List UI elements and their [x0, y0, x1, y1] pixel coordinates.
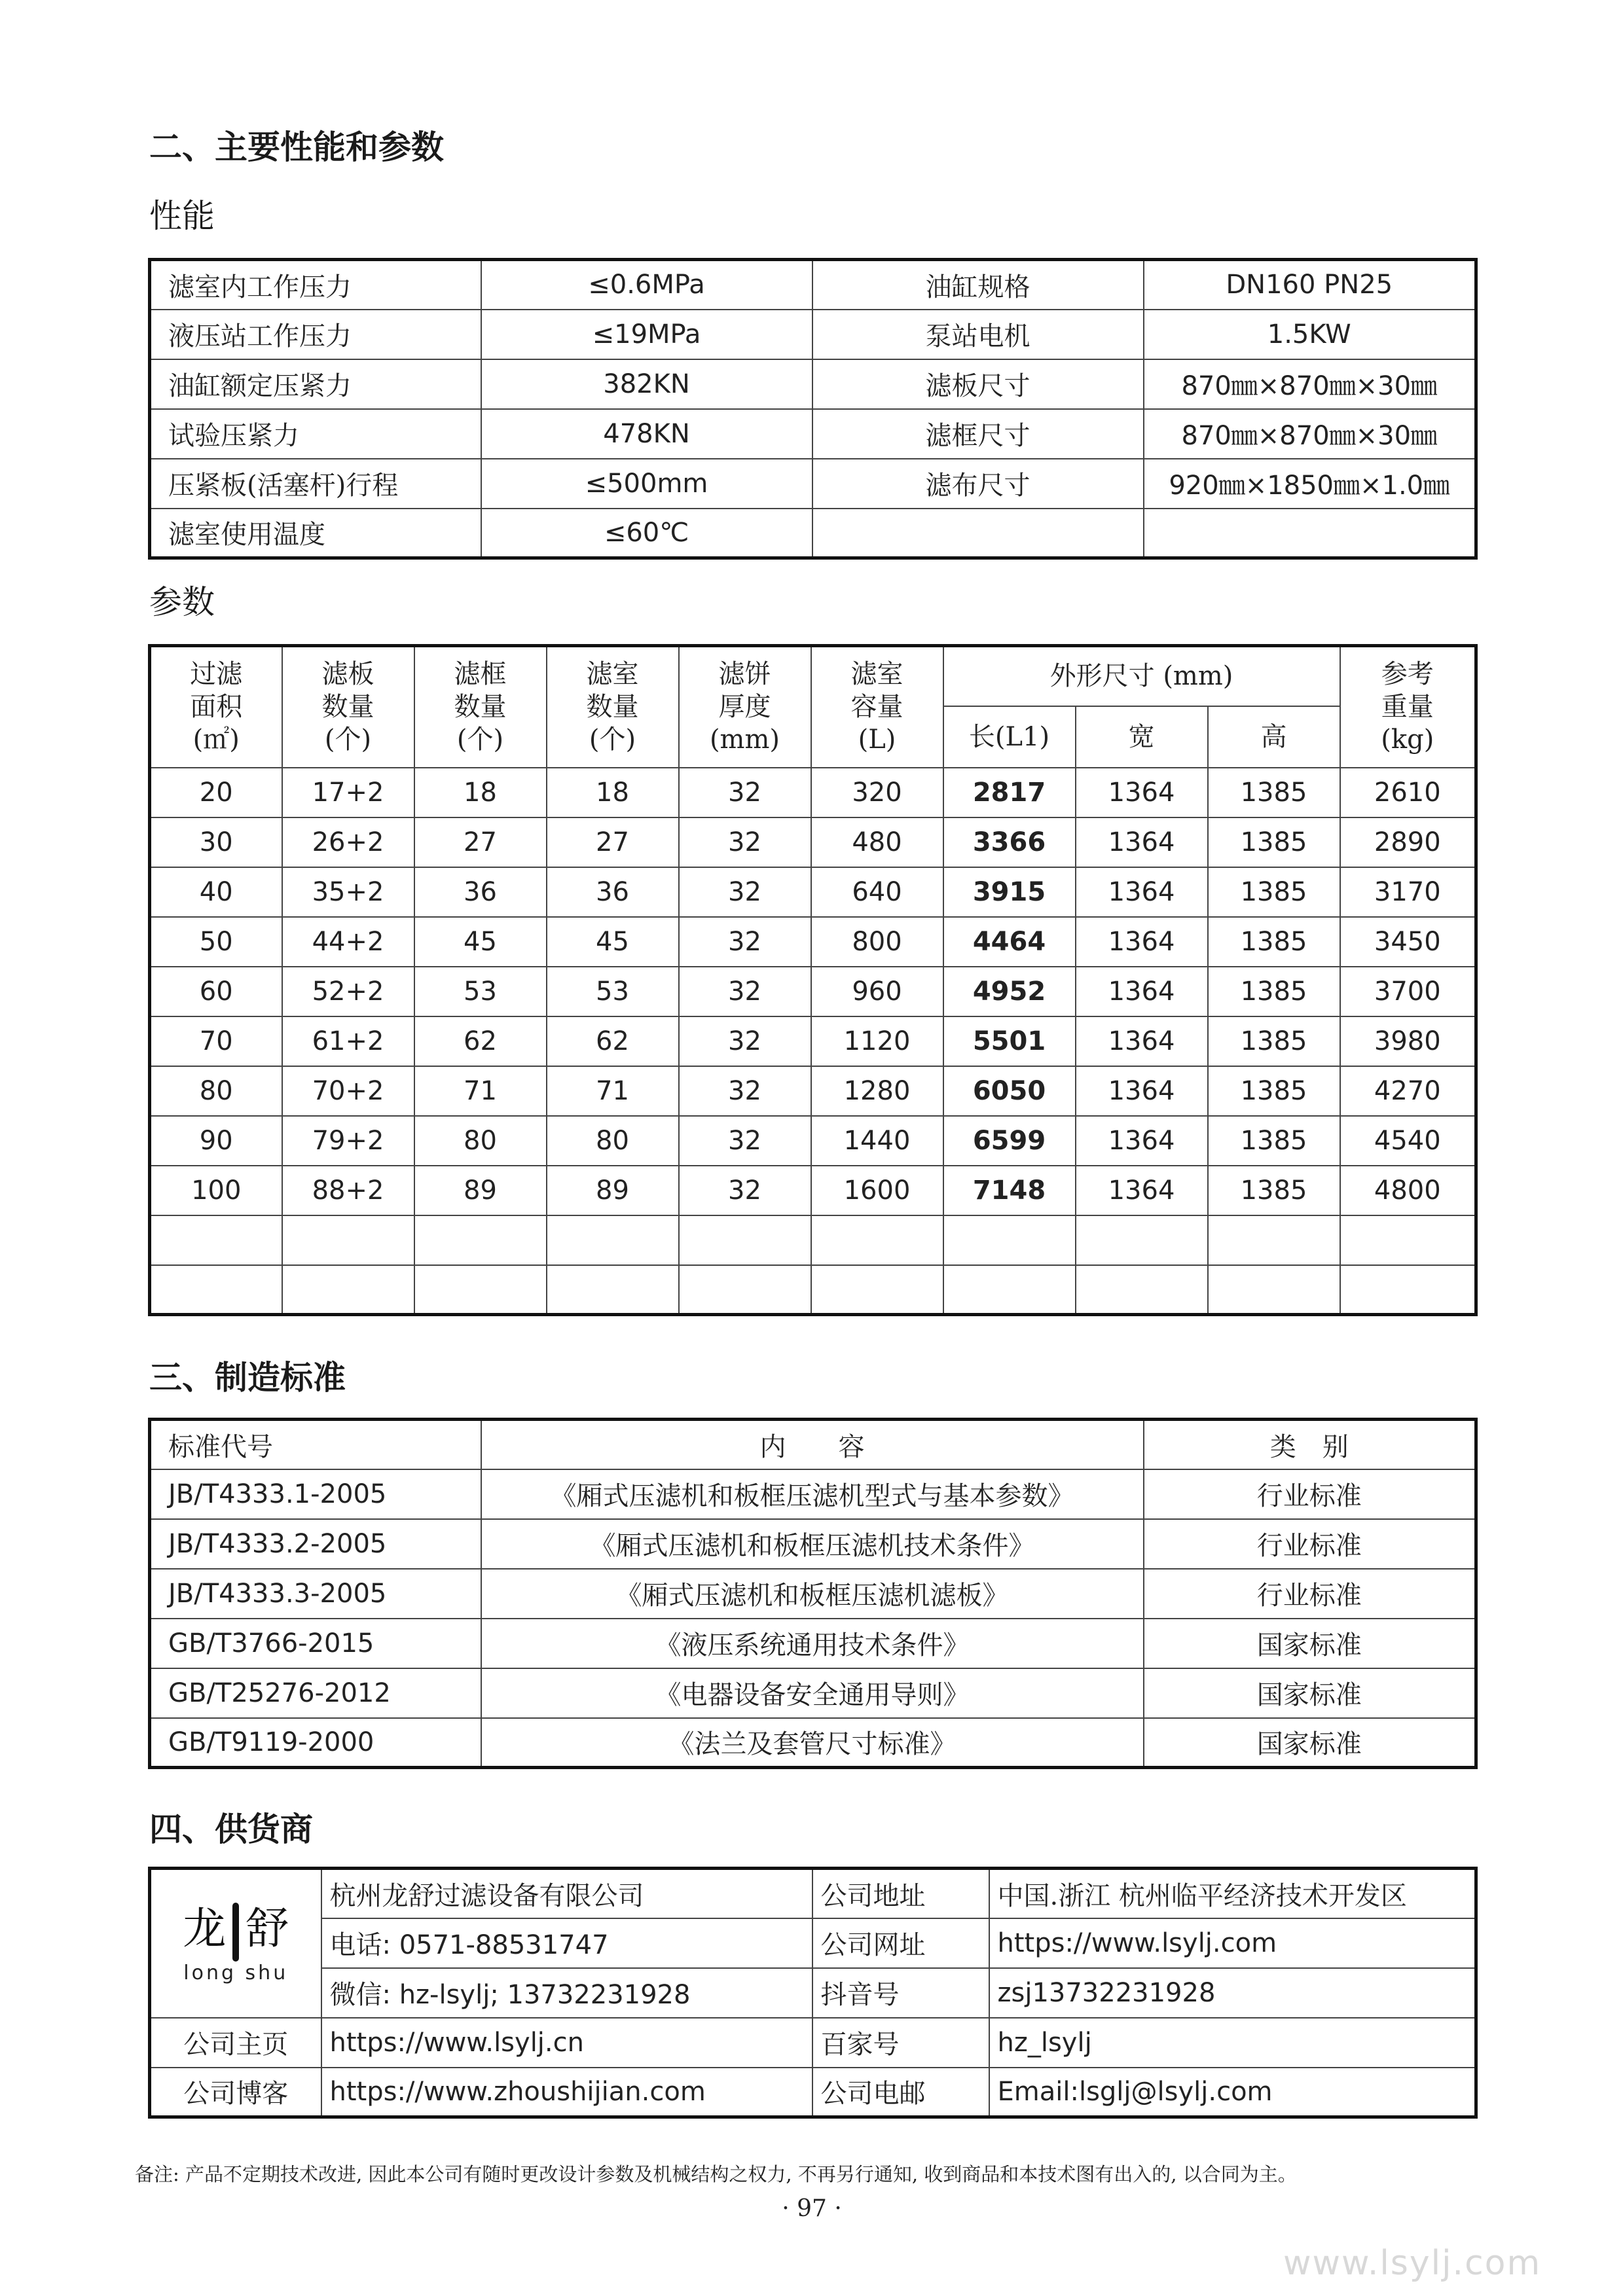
param-cell-area: 60	[150, 967, 282, 1016]
std-header-content: 内 容	[481, 1420, 1144, 1469]
param-cell-cake-thickness: 32	[679, 817, 811, 867]
performance-label: 油缸额定压紧力	[150, 359, 481, 409]
param-cell-length: 6050	[943, 1066, 1076, 1116]
param-cell-length: 3366	[943, 817, 1076, 867]
empty-cell	[811, 1215, 943, 1265]
performance-value: ≤0.6MPa	[481, 260, 812, 310]
empty-cell	[547, 1215, 679, 1265]
parameter-row	[150, 967, 1476, 1016]
param-cell-weight: 4270	[1340, 1066, 1476, 1116]
empty-cell	[811, 1265, 943, 1315]
parameter-row	[150, 917, 1476, 967]
param-cell-width: 1364	[1076, 867, 1208, 917]
phone: 电话: 0571-88531747	[321, 1918, 812, 1968]
parameter-row	[150, 1066, 1476, 1116]
standards-table	[148, 1418, 1478, 1769]
empty-cell	[282, 1265, 414, 1315]
param-cell-width: 1364	[1076, 1116, 1208, 1166]
website-link[interactable]: https://www.lsylj.com	[989, 1918, 1476, 1968]
empty-cell	[1340, 1215, 1476, 1265]
standard-row	[150, 1469, 1476, 1519]
param-cell-width: 1364	[1076, 1166, 1208, 1215]
param-cell-chambers: 62	[547, 1016, 679, 1066]
param-cell-area: 20	[150, 768, 282, 817]
empty-cell	[1208, 1265, 1340, 1315]
param-cell-length: 4464	[943, 917, 1076, 967]
section-3-title: 三、制造标准	[149, 1359, 346, 1397]
performance-label: 泵站电机	[812, 310, 1144, 359]
param-cell-frames: 27	[414, 817, 547, 867]
param-cell-frames: 71	[414, 1066, 547, 1116]
empty-cell	[1076, 1265, 1208, 1315]
performance-label: 滤布尺寸	[812, 459, 1144, 509]
standard-code: GB/T25276-2012	[150, 1668, 481, 1718]
param-cell-length: 5501	[943, 1016, 1076, 1066]
param-cell-width: 1364	[1076, 967, 1208, 1016]
empty-cell	[943, 1265, 1076, 1315]
param-cell-area: 50	[150, 917, 282, 967]
standard-row	[150, 1569, 1476, 1619]
empty-cell	[1340, 1265, 1476, 1315]
company-name: 杭州龙舒过滤设备有限公司	[321, 1869, 812, 1918]
param-cell-weight: 4540	[1340, 1116, 1476, 1166]
param-cell-weight: 4800	[1340, 1166, 1476, 1215]
param-cell-chambers: 45	[547, 917, 679, 967]
param-cell-frames: 53	[414, 967, 547, 1016]
param-cell-length: 6599	[943, 1116, 1076, 1166]
param-cell-volume: 1440	[811, 1116, 943, 1166]
performance-label: 油缸规格	[812, 260, 1144, 310]
empty-cell	[943, 1215, 1076, 1265]
param-cell-weight: 3450	[1340, 917, 1476, 967]
wechat: 微信: hz-lsylj; 13732231928	[321, 1968, 812, 2018]
performance-value: 870㎜×870㎜×30㎜	[1144, 409, 1476, 459]
standard-category: 国家标准	[1144, 1619, 1476, 1668]
performance-row	[150, 359, 1476, 409]
standard-code: GB/T3766-2015	[150, 1619, 481, 1668]
parameter-row	[150, 817, 1476, 867]
param-cell-volume: 1120	[811, 1016, 943, 1066]
param-cell-chambers: 89	[547, 1166, 679, 1215]
param-cell-chambers: 27	[547, 817, 679, 867]
param-cell-plates: 79+2	[282, 1116, 414, 1166]
header-volume: 滤室 容量 (L)	[811, 646, 943, 768]
performance-label: 压紧板(活塞杆)行程	[150, 459, 481, 509]
section-2-title: 二、主要性能和参数	[149, 128, 444, 166]
param-cell-volume: 800	[811, 917, 943, 967]
param-cell-volume: 640	[811, 867, 943, 917]
empty-cell	[414, 1265, 547, 1315]
param-cell-chambers: 36	[547, 867, 679, 917]
empty-cell	[150, 1215, 282, 1265]
param-cell-width: 1364	[1076, 917, 1208, 967]
douyin-value: zsj13732231928	[989, 1968, 1476, 2018]
param-cell-frames: 80	[414, 1116, 547, 1166]
param-cell-volume: 480	[811, 817, 943, 867]
performance-value: 870㎜×870㎜×30㎜	[1144, 359, 1476, 409]
address-label: 公司地址	[812, 1869, 989, 1918]
param-cell-area: 100	[150, 1166, 282, 1215]
header-height: 高	[1208, 706, 1340, 768]
param-cell-volume: 1600	[811, 1166, 943, 1215]
header-dimensions: 外形尺寸 (mm)	[943, 646, 1340, 706]
param-cell-length: 4952	[943, 967, 1076, 1016]
header-plates: 滤板 数量 (个)	[282, 646, 414, 768]
param-cell-plates: 52+2	[282, 967, 414, 1016]
param-cell-cake-thickness: 32	[679, 768, 811, 817]
homepage-link[interactable]: https://www.lsylj.cn	[321, 2018, 812, 2068]
empty-cell	[547, 1265, 679, 1315]
performance-label	[812, 509, 1144, 558]
param-cell-length: 2817	[943, 768, 1076, 817]
param-cell-plates: 61+2	[282, 1016, 414, 1066]
standard-code: JB/T4333.2-2005	[150, 1519, 481, 1569]
empty-cell	[679, 1215, 811, 1265]
param-cell-cake-thickness: 32	[679, 1066, 811, 1116]
header-chambers: 滤室 数量 (个)	[547, 646, 679, 768]
param-cell-volume: 320	[811, 768, 943, 817]
website-label: 公司网址	[812, 1918, 989, 1968]
performance-label: 滤板尺寸	[812, 359, 1144, 409]
param-cell-width: 1364	[1076, 1066, 1208, 1116]
baijia-label: 百家号	[812, 2018, 989, 2068]
standard-code: JB/T4333.1-2005	[150, 1469, 481, 1519]
performance-row	[150, 409, 1476, 459]
param-cell-height: 1385	[1208, 1016, 1340, 1066]
param-cell-chambers: 18	[547, 768, 679, 817]
param-cell-width: 1364	[1076, 817, 1208, 867]
header-area: 过滤 面积 (㎡)	[150, 646, 282, 768]
performance-value: 920㎜×1850㎜×1.0㎜	[1144, 459, 1476, 509]
parameter-row	[150, 768, 1476, 817]
email-link[interactable]: Email:lsglj@lsylj.com	[989, 2068, 1476, 2117]
standard-row	[150, 1718, 1476, 1768]
standard-row	[150, 1519, 1476, 1569]
param-cell-chambers: 71	[547, 1066, 679, 1116]
empty-cell	[150, 1265, 282, 1315]
performance-value: DN160 PN25	[1144, 260, 1476, 310]
supplier-table	[148, 1867, 1478, 2119]
address-value: 中国.浙江 杭州临平经济技术开发区	[989, 1869, 1476, 1918]
standard-content: 《厢式压滤机和板框压滤机型式与基本参数》	[481, 1469, 1144, 1519]
param-cell-frames: 45	[414, 917, 547, 967]
param-cell-frames: 89	[414, 1166, 547, 1215]
empty-cell	[1076, 1215, 1208, 1265]
performance-row	[150, 260, 1476, 310]
baijia-value: hz_lsylj	[989, 2018, 1476, 2068]
param-cell-height: 1385	[1208, 917, 1340, 967]
parameter-row	[150, 1166, 1476, 1215]
standard-content: 《液压系统通用技术条件》	[481, 1619, 1144, 1668]
header-weight: 参考 重量 (kg)	[1340, 646, 1476, 768]
param-cell-chambers: 80	[547, 1116, 679, 1166]
standard-content: 《电器设备安全通用导则》	[481, 1668, 1144, 1718]
param-cell-volume: 960	[811, 967, 943, 1016]
param-cell-plates: 35+2	[282, 867, 414, 917]
parameter-row	[150, 1116, 1476, 1166]
performance-label: 液压站工作压力	[150, 310, 481, 359]
param-cell-weight: 3980	[1340, 1016, 1476, 1066]
performance-label: 试验压紧力	[150, 409, 481, 459]
param-cell-plates: 26+2	[282, 817, 414, 867]
param-cell-weight: 2610	[1340, 768, 1476, 817]
param-cell-length: 7148	[943, 1166, 1076, 1215]
param-cell-cake-thickness: 32	[679, 1016, 811, 1066]
empty-cell	[1208, 1215, 1340, 1265]
param-cell-width: 1364	[1076, 1016, 1208, 1066]
param-cell-frames: 62	[414, 1016, 547, 1066]
empty-cell	[414, 1215, 547, 1265]
param-cell-weight: 3700	[1340, 967, 1476, 1016]
empty-row	[150, 1265, 1476, 1315]
footer-note: 备注: 产品不定期技术改进, 因此本公司有随时更改设计参数及机械结构之权力, 不再另行通知, 收到商品和本技术图有出入的, 以合同为主。	[135, 2163, 1297, 2185]
param-cell-plates: 44+2	[282, 917, 414, 967]
performance-value: ≤19MPa	[481, 310, 812, 359]
performance-value: 382KN	[481, 359, 812, 409]
standard-row	[150, 1668, 1476, 1718]
param-cell-plates: 17+2	[282, 768, 414, 817]
param-cell-area: 30	[150, 817, 282, 867]
param-cell-volume: 1280	[811, 1066, 943, 1116]
param-cell-area: 90	[150, 1116, 282, 1166]
blog-label: 公司博客	[150, 2068, 321, 2117]
performance-row	[150, 509, 1476, 558]
header-width: 宽	[1076, 706, 1208, 768]
standard-category: 行业标准	[1144, 1469, 1476, 1519]
parameters-table	[148, 644, 1478, 1316]
standard-category: 国家标准	[1144, 1668, 1476, 1718]
param-cell-area: 40	[150, 867, 282, 917]
param-cell-area: 80	[150, 1066, 282, 1116]
standard-code: GB/T9119-2000	[150, 1718, 481, 1768]
standard-code: JB/T4333.3-2005	[150, 1569, 481, 1619]
param-cell-cake-thickness: 32	[679, 867, 811, 917]
section-4-title: 四、供货商	[149, 1810, 313, 1848]
param-cell-frames: 18	[414, 768, 547, 817]
standard-category: 行业标准	[1144, 1569, 1476, 1619]
parameter-row	[150, 1016, 1476, 1066]
param-cell-cake-thickness: 32	[679, 1166, 811, 1215]
parameters-title: 参数	[149, 583, 215, 621]
param-cell-weight: 3170	[1340, 867, 1476, 917]
param-cell-width: 1364	[1076, 768, 1208, 817]
param-cell-plates: 70+2	[282, 1066, 414, 1116]
empty-cell	[679, 1265, 811, 1315]
company-logo: 龙 舒 long shu	[150, 1869, 321, 2018]
param-cell-area: 70	[150, 1016, 282, 1066]
performance-value	[1144, 509, 1476, 558]
param-cell-height: 1385	[1208, 1116, 1340, 1166]
standard-content: 《厢式压滤机和板框压滤机技术条件》	[481, 1519, 1144, 1569]
header-cake: 滤饼 厚度 (mm)	[679, 646, 811, 768]
standard-row	[150, 1619, 1476, 1668]
param-cell-weight: 2890	[1340, 817, 1476, 867]
empty-row	[150, 1215, 1476, 1265]
performance-title: 性能	[149, 197, 215, 235]
homepage-label: 公司主页	[150, 2018, 321, 2068]
performance-label: 滤室内工作压力	[150, 260, 481, 310]
param-cell-frames: 36	[414, 867, 547, 917]
param-cell-cake-thickness: 32	[679, 1116, 811, 1166]
blog-link[interactable]: https://www.zhoushijian.com	[321, 2068, 812, 2117]
param-cell-height: 1385	[1208, 867, 1340, 917]
performance-value: ≤60℃	[481, 509, 812, 558]
performance-value: 1.5KW	[1144, 310, 1476, 359]
header-frames: 滤框 数量 (个)	[414, 646, 547, 768]
std-header-code: 标准代号	[150, 1420, 481, 1469]
email-label: 公司电邮	[812, 2068, 989, 2117]
performance-row	[150, 310, 1476, 359]
page-number: · 97 ·	[782, 2195, 842, 2222]
param-cell-cake-thickness: 32	[679, 917, 811, 967]
performance-label: 滤框尺寸	[812, 409, 1144, 459]
parameter-row	[150, 867, 1476, 917]
performance-value: 478KN	[481, 409, 812, 459]
param-cell-cake-thickness: 32	[679, 967, 811, 1016]
standard-content: 《厢式压滤机和板框压滤机滤板》	[481, 1569, 1144, 1619]
performance-value: ≤500mm	[481, 459, 812, 509]
standard-content: 《法兰及套管尺寸标准》	[481, 1718, 1144, 1768]
param-cell-height: 1385	[1208, 1066, 1340, 1116]
param-cell-height: 1385	[1208, 817, 1340, 867]
performance-label: 滤室使用温度	[150, 509, 481, 558]
empty-cell	[282, 1215, 414, 1265]
performance-row	[150, 459, 1476, 509]
param-cell-height: 1385	[1208, 967, 1340, 1016]
param-cell-length: 3915	[943, 867, 1076, 917]
param-cell-height: 1385	[1208, 768, 1340, 817]
header-length: 长(L1)	[943, 706, 1076, 768]
performance-table	[148, 258, 1478, 560]
standard-category: 行业标准	[1144, 1519, 1476, 1569]
douyin-label: 抖音号	[812, 1968, 989, 2018]
std-header-category: 类 别	[1144, 1420, 1476, 1469]
param-cell-height: 1385	[1208, 1166, 1340, 1215]
param-cell-plates: 88+2	[282, 1166, 414, 1215]
watermark: www.lsylj.com	[1283, 2244, 1542, 2283]
param-cell-chambers: 53	[547, 967, 679, 1016]
standard-category: 国家标准	[1144, 1718, 1476, 1768]
